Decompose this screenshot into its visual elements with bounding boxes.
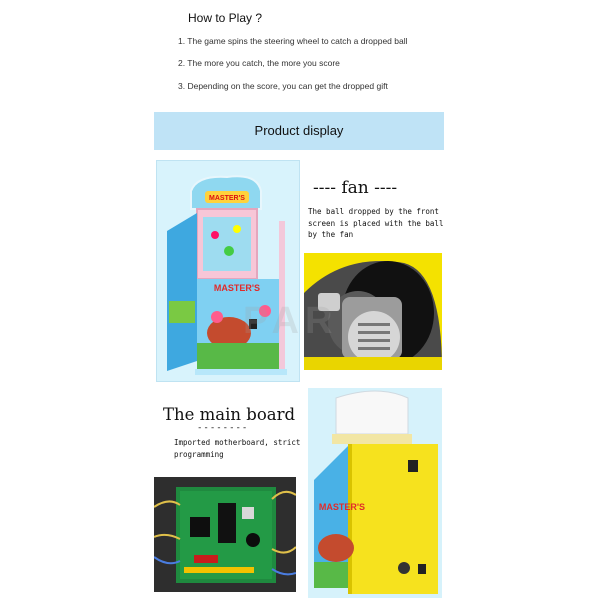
main-board-photo <box>154 477 296 592</box>
circuit-board-illustration <box>154 477 296 592</box>
svg-text:MASTER'S: MASTER'S <box>213 283 261 293</box>
fan-title: ---- fan ---- <box>313 178 398 198</box>
arcade-machine-illustration <box>157 161 299 381</box>
main-board-title: The main board <box>163 405 296 424</box>
how-to-play-step-1: 1. The game spins the steering wheel to catch a dropped ball <box>178 36 408 46</box>
machine-logo-text: MASTER'S <box>209 195 245 202</box>
machine-front-photo <box>156 160 300 382</box>
product-display-title: Product display <box>254 123 344 138</box>
main-board-description: Imported motherboard, strict programming <box>174 438 301 459</box>
how-to-play-step-2: 2. The more you catch, the more you score <box>178 58 340 68</box>
how-to-play-step-3: 3. Depending on the score, you can get the dropped gift <box>178 81 388 91</box>
machine-open-photo <box>308 388 442 598</box>
main-board-divider: -------- <box>197 423 249 433</box>
watermark: PAR <box>243 300 339 342</box>
fan-description: The ball dropped by the front screen is placed with the ball by the fan <box>308 207 444 239</box>
product-display-banner <box>154 112 444 150</box>
machine-cabinet-illustration <box>308 388 442 598</box>
how-to-play-title: How to Play ? <box>188 11 263 25</box>
svg-text:MASTER'S: MASTER'S <box>318 502 366 512</box>
